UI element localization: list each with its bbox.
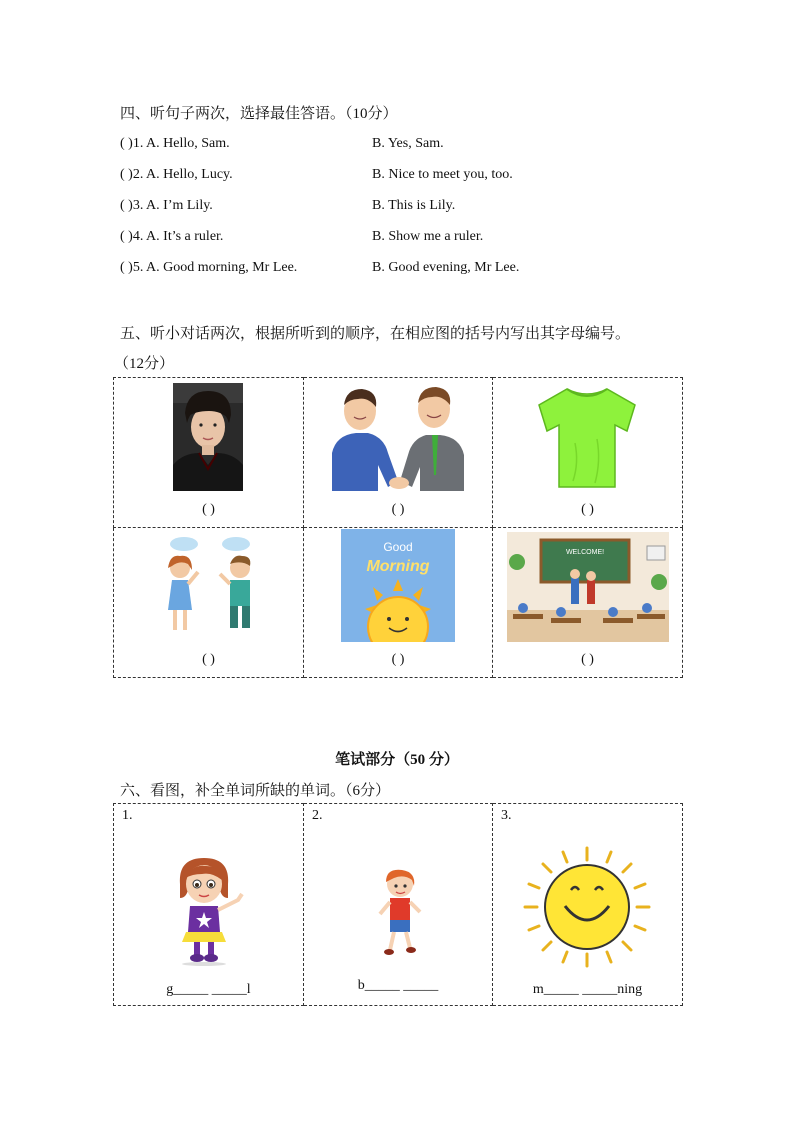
welcome-text: WELCOME! bbox=[565, 549, 605, 556]
written-section-title: 笔试部分（50 分） bbox=[335, 752, 459, 768]
cell-tshirt bbox=[493, 378, 683, 528]
q4-option-a: ( )4. A. It’s a ruler. bbox=[120, 229, 224, 244]
cell-greeting-kids bbox=[114, 528, 304, 678]
answer-blank[interactable]: ( ) bbox=[391, 502, 405, 517]
section6-picture-grid bbox=[113, 803, 683, 1006]
q4-option-b: B. Show me a ruler. bbox=[372, 229, 484, 244]
kids-greeting-icon bbox=[158, 534, 262, 638]
cell-girl bbox=[114, 804, 304, 1006]
q5-option-b: B. Good evening, Mr Lee. bbox=[372, 260, 520, 275]
item-number: 1. bbox=[122, 808, 133, 823]
cell-boy bbox=[304, 804, 493, 1006]
answer-blank[interactable]: ( ) bbox=[581, 502, 594, 517]
item-number: 2. bbox=[312, 808, 323, 823]
section5-title: 五、听小对话两次，根据所听到的顺序，在相应图的括号内写出其字母编号。 bbox=[120, 326, 631, 342]
q1-option-b: B. Yes, Sam. bbox=[372, 136, 444, 151]
cell-classroom bbox=[493, 528, 683, 678]
q2-option-b: B. Nice to meet you, too. bbox=[372, 167, 513, 182]
boy-icon bbox=[374, 866, 426, 958]
cell-sun bbox=[493, 804, 683, 1006]
section5-picture-grid bbox=[113, 377, 683, 678]
answer-blank[interactable]: ( ) bbox=[202, 502, 215, 517]
sun-icon bbox=[519, 844, 655, 970]
q3-option-b: B. This is Lily. bbox=[372, 198, 456, 213]
item-number: 3. bbox=[501, 808, 512, 823]
good-morning-sun-icon bbox=[341, 529, 455, 642]
q3-option-a: ( )3. A. I’m Lily. bbox=[120, 198, 213, 213]
word-blank-3[interactable]: m_____ _____ning bbox=[532, 982, 643, 997]
q1-option-a: ( )1. A. Hello, Sam. bbox=[120, 136, 230, 151]
word-blank-1[interactable]: g_____ _____l bbox=[166, 982, 251, 997]
section5-score: （12分） bbox=[114, 356, 175, 372]
classroom-welcome-icon bbox=[507, 532, 669, 642]
cell-handshake bbox=[304, 378, 493, 528]
handshake-icon bbox=[328, 383, 468, 491]
section4-title: 四、听句子两次，选择最佳答语。（10分） bbox=[120, 106, 398, 122]
answer-blank[interactable]: ( ) bbox=[581, 652, 594, 667]
girl-icon bbox=[172, 854, 252, 966]
section6-title: 六、看图，补全单词所缺的单词。（6分） bbox=[120, 783, 391, 799]
word-blank-2[interactable]: b_____ _____ bbox=[357, 978, 439, 993]
q5-option-a: ( )5. A. Good morning, Mr Lee. bbox=[120, 260, 298, 275]
q2-option-a: ( )2. A. Hello, Lucy. bbox=[120, 167, 233, 182]
cell-good-morning bbox=[304, 528, 493, 678]
answer-blank[interactable]: ( ) bbox=[391, 652, 405, 667]
morning-text: Morning bbox=[366, 558, 430, 575]
good-text: Good bbox=[383, 540, 413, 554]
man-portrait-icon bbox=[173, 383, 243, 491]
cell-man-photo bbox=[114, 378, 304, 528]
answer-blank[interactable]: ( ) bbox=[202, 652, 215, 667]
green-tshirt-icon bbox=[535, 383, 639, 491]
